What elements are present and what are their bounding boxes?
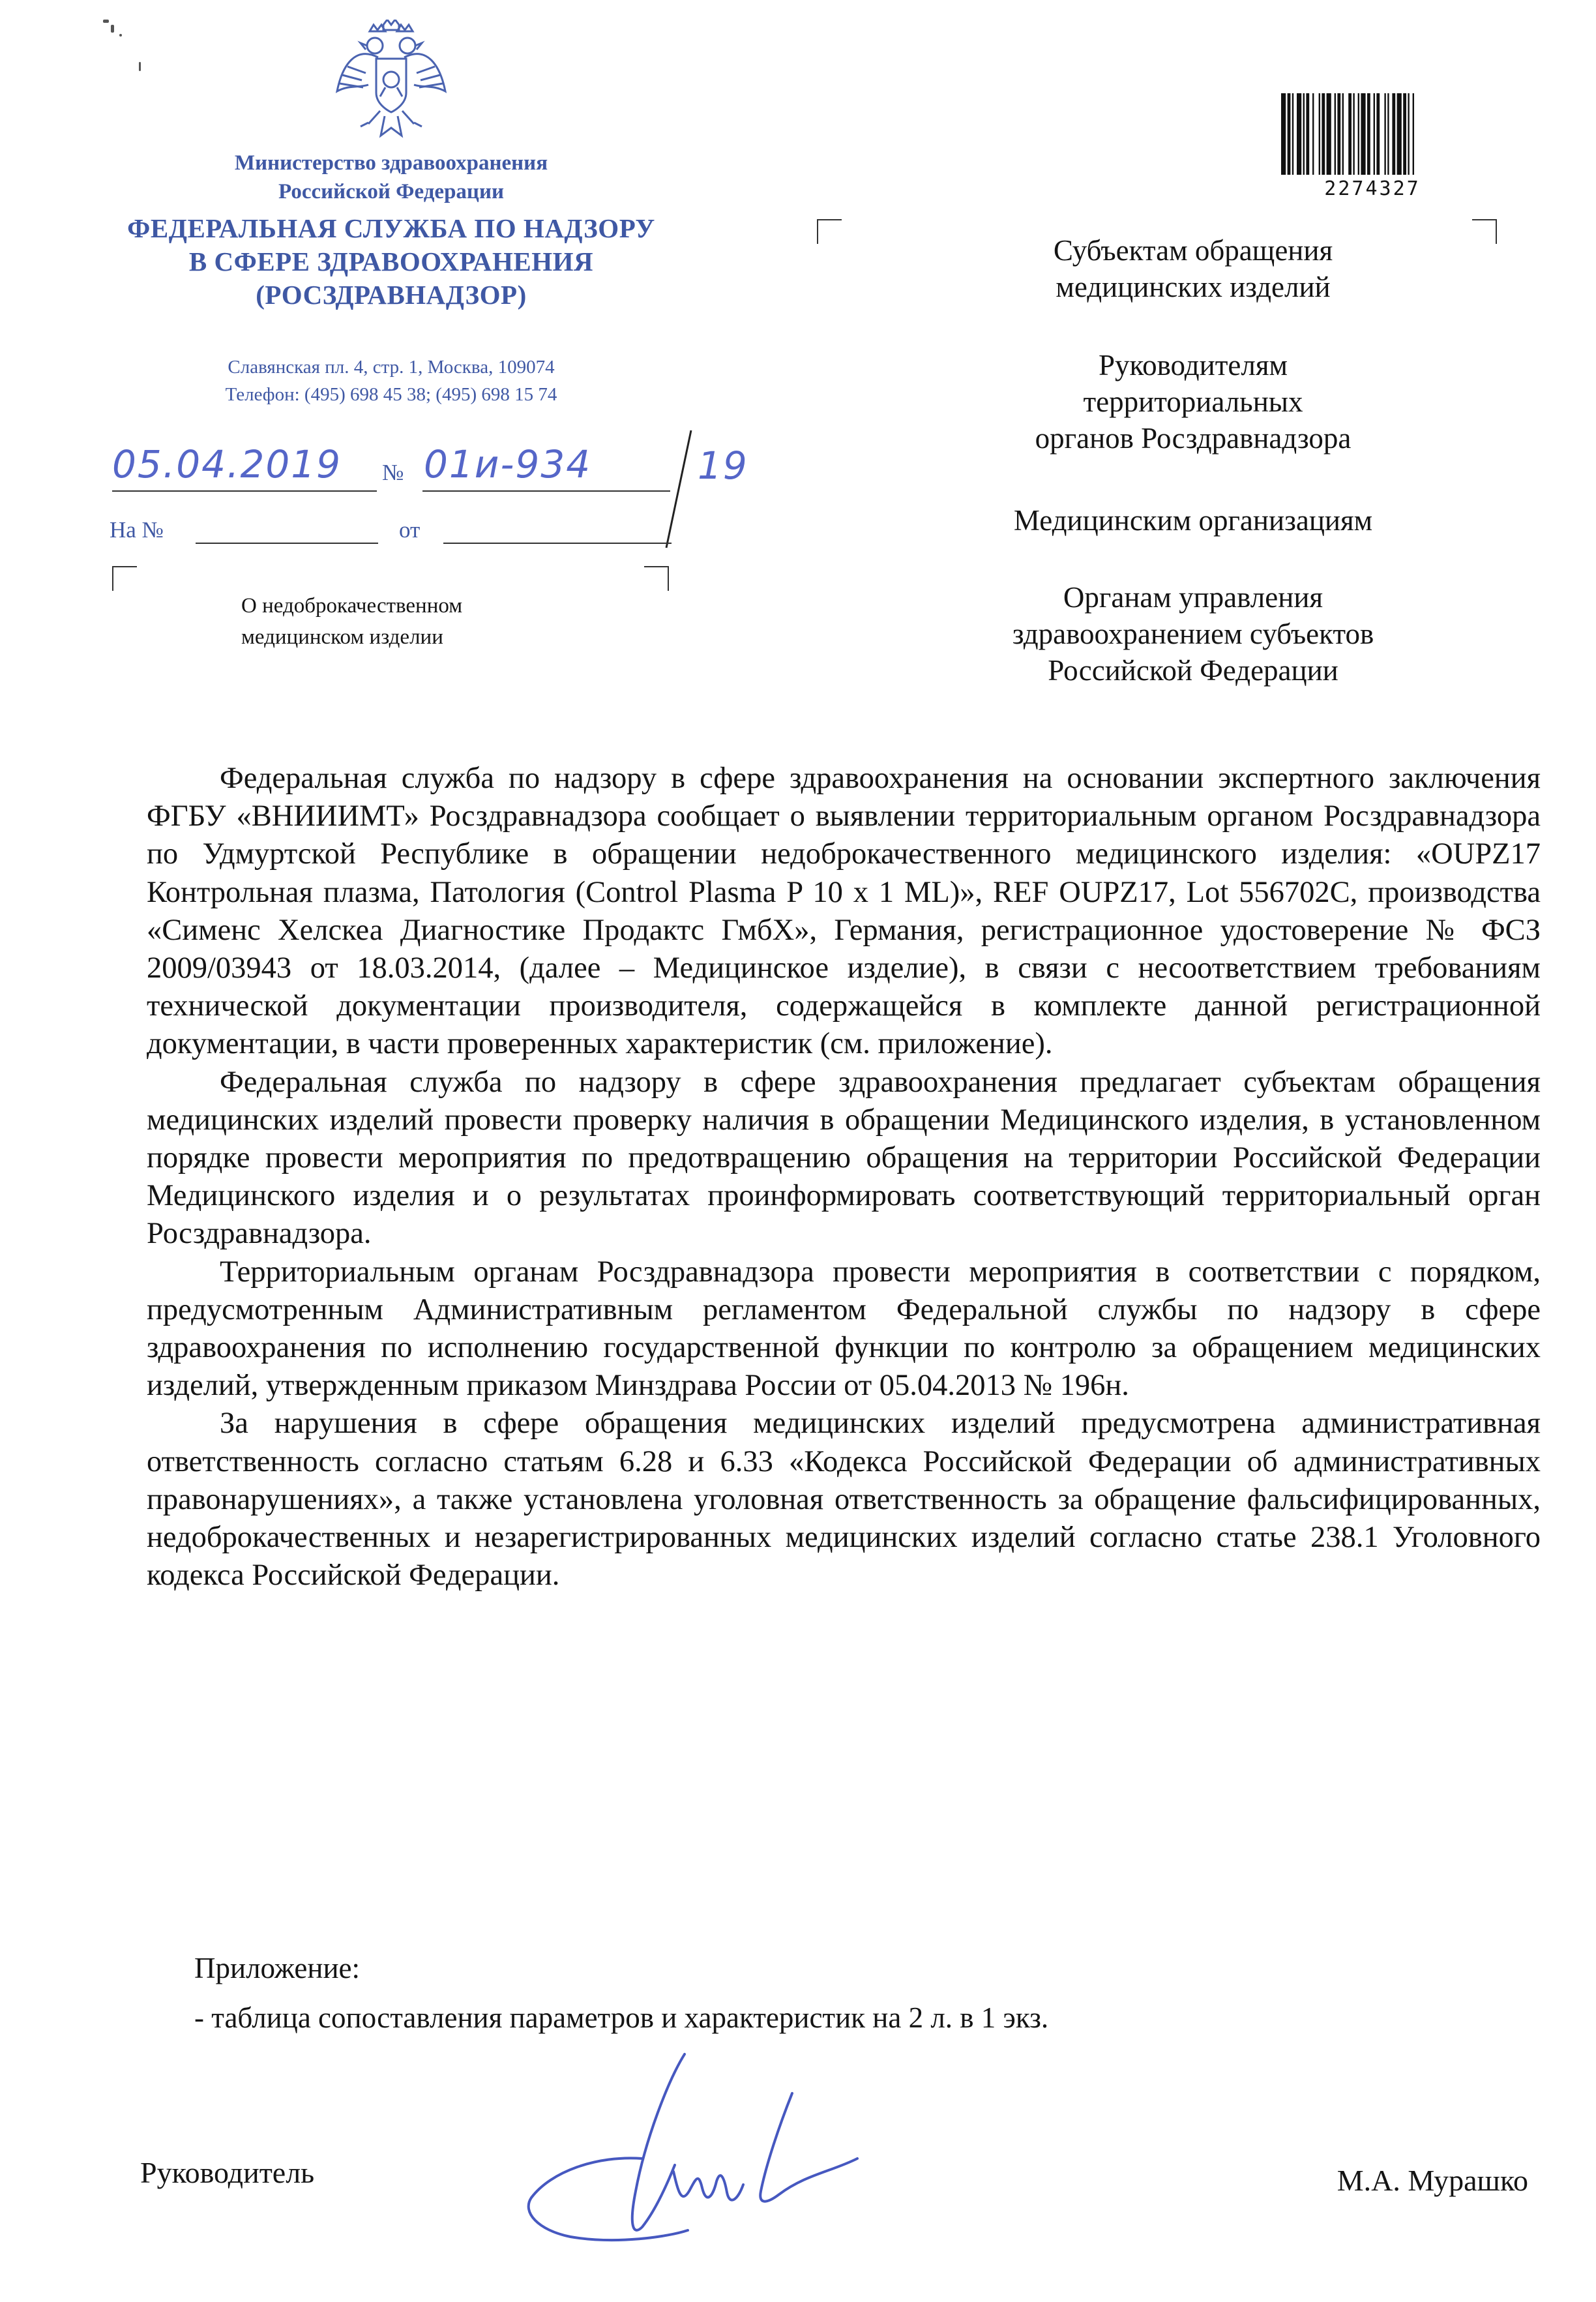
barcode-bar <box>1348 93 1352 175</box>
addressee-block <box>906 232 1480 305</box>
reply-label: На № <box>110 517 164 543</box>
barcode-bar <box>1306 93 1309 175</box>
addressee-block <box>906 347 1480 456</box>
registration-number: 01и-934 <box>424 442 592 486</box>
barcode-bar <box>1353 93 1354 175</box>
barcode-bar <box>1297 93 1301 175</box>
barcode-bar <box>1403 93 1406 175</box>
barcode-bar <box>1288 93 1291 175</box>
body-paragraph: Федеральная служба по надзору в сфере здравоохранения на основании экспертного заключения ФГБУ «ВНИИИМТ» Росздравнадзора сообщает о выявлении территориальным органом Росздравнадзора по Удмуртской Республике в обращении недоброкачественного медицинского изделия: «OUPZ17 Контрольная плазма, Патология (Control Plasma P 10 x 1 ML)», REF OUPZ17, Lot 556702C, производства «Сименс Хелскеа Диагностике Продактс ГмбХ», Германия, регистрационное удостоверение № ФСЗ 2009/03943 от 18.03.2014, (далее – Медицинское изделие), в связи с несоответствием требованиям технической документации производителя, содержащейся в комплекте данной регистрационной документации, в части проверенных характеристик (см. приложение). <box>147 762 1541 1061</box>
subject-text <box>241 590 632 653</box>
addressee-line: территориальных <box>1083 385 1303 418</box>
barcode-bar <box>1361 93 1365 175</box>
address-line: Славянская пл. 4, стр. 1, Москва, 109074 <box>228 357 555 378</box>
number-sign: № <box>382 460 404 485</box>
agency-line: В СФЕРЕ ЗДРАВООХРАНЕНИЯ <box>188 247 594 277</box>
barcode-bar <box>1312 93 1314 175</box>
body-paragraph: За нарушения в сфере обращения медицинских изделий предусмотрена административная ответственность согласно статьям 6.28 и 6.33 «Кодекса Российской Федерации об административных правонарушениях», а также установлена уголовная ответственность за обращение фальсифицированных, недоброкачественных и незарегистрированных медицинских изделий согласно статье 238.1 Уголовного кодекса Российской Федерации. <box>147 1407 1541 1592</box>
subject-corner-right <box>644 566 669 591</box>
barcode-number: 2274327 <box>1324 177 1421 200</box>
slash-mark <box>658 424 698 554</box>
scan-mark <box>119 34 122 37</box>
barcode-bar <box>1322 93 1325 175</box>
attachment-label: Приложение: <box>194 1952 361 1984</box>
barcode-bar <box>1413 93 1414 175</box>
addressee-line: органов Росздравнадзора <box>1035 422 1352 455</box>
letter-body <box>147 760 1541 1594</box>
addressee-line: здравоохранением субъектов <box>1012 618 1374 650</box>
agency-address <box>98 353 685 408</box>
ministry-line: Министерство здравоохранения <box>234 151 548 175</box>
barcode-bar <box>1303 93 1305 175</box>
barcode-bar <box>1342 93 1344 175</box>
signatory-role: Руководитель <box>140 2156 315 2189</box>
scan-mark <box>111 25 114 33</box>
barcode-bar <box>1392 93 1395 175</box>
addressee-line: Медицинским организациям <box>1013 504 1373 537</box>
addressee-line: Органам управления <box>1063 581 1323 614</box>
from-label: от <box>399 517 421 543</box>
scan-mark <box>103 20 109 23</box>
registration-suffix: 19 <box>698 443 748 488</box>
barcode-bar <box>1376 93 1380 175</box>
ministry-name <box>98 149 685 206</box>
addressee-line: Российской Федерации <box>1048 654 1338 687</box>
ministry-line: Российской Федерации <box>278 180 504 203</box>
barcode-bar <box>1367 93 1370 175</box>
address-line: Телефон: (495) 698 45 38; (495) 698 15 74 <box>225 384 557 405</box>
subject-line: медицинском изделии <box>241 625 443 649</box>
barcode-bar <box>1335 93 1336 175</box>
barcode-bar <box>1319 93 1320 175</box>
signatory-name: М.А. Мурашко <box>1337 2164 1528 2197</box>
date-underline <box>112 490 377 492</box>
barcode-bar <box>1281 93 1286 175</box>
attachment-item: - таблица сопоставления параметров и характеристик на 2 л. в 1 экз. <box>194 2001 1049 2034</box>
barcode-bar <box>1374 93 1375 175</box>
addressee-line: Субъектам обращения <box>1053 234 1333 267</box>
number-underline <box>422 490 670 492</box>
handwritten-signature-icon <box>518 2041 883 2250</box>
agency-line: (РОСЗДРАВНАДЗОР) <box>256 280 527 310</box>
subject-line: О недоброкачественном <box>241 594 463 618</box>
addressee-block <box>906 579 1480 689</box>
barcode-bar <box>1387 93 1389 175</box>
barcode-bar <box>1327 93 1331 175</box>
addressee-line: медицинских изделий <box>1056 271 1331 303</box>
barcode-bar <box>1358 93 1359 175</box>
russian-coat-of-arms-icon <box>329 20 453 150</box>
registration-date: 05.04.2019 <box>112 442 342 486</box>
reply-underline <box>196 543 378 544</box>
from-underline <box>443 543 672 544</box>
agency-line: ФЕДЕРАЛЬНАЯ СЛУЖБА ПО НАДЗОРУ <box>127 213 655 243</box>
barcode-bar <box>1397 93 1402 175</box>
addressee-block <box>906 502 1480 539</box>
agency-name <box>72 212 711 312</box>
scan-mark <box>139 62 141 71</box>
barcode-bar <box>1384 93 1385 175</box>
addressee-corner-left <box>817 219 842 244</box>
barcode-bar <box>1292 93 1293 175</box>
barcode-bar <box>1337 93 1340 175</box>
body-paragraph: Территориальным органам Росздравнадзора провести мероприятия в соответствии с порядком, предусмотренным Административным регламентом Федеральной службы по надзору в сфере здравоохранения по исполнению государственной функции по контролю за обращением медицинских изделий, утвержденным приказом Минздрава России от 05.04.2013 № 196н. <box>147 1255 1541 1403</box>
barcode-bar <box>1408 93 1409 175</box>
subject-corner-left <box>112 566 137 591</box>
body-paragraph: Федеральная служба по надзору в сфере здравоохранения предлагает субъектам обращения медицинских изделий провести проверку наличия в обращении Медицинского изделия, в установленном порядке провести мероприятия по предотвращению обращения на территории Российской Федерации Медицинского изделия и о результатах проинформировать соответствующий территориальный орган Росздравнадзора. <box>147 1065 1541 1251</box>
barcode <box>1280 93 1448 178</box>
addressee-line: Руководителям <box>1099 349 1288 381</box>
